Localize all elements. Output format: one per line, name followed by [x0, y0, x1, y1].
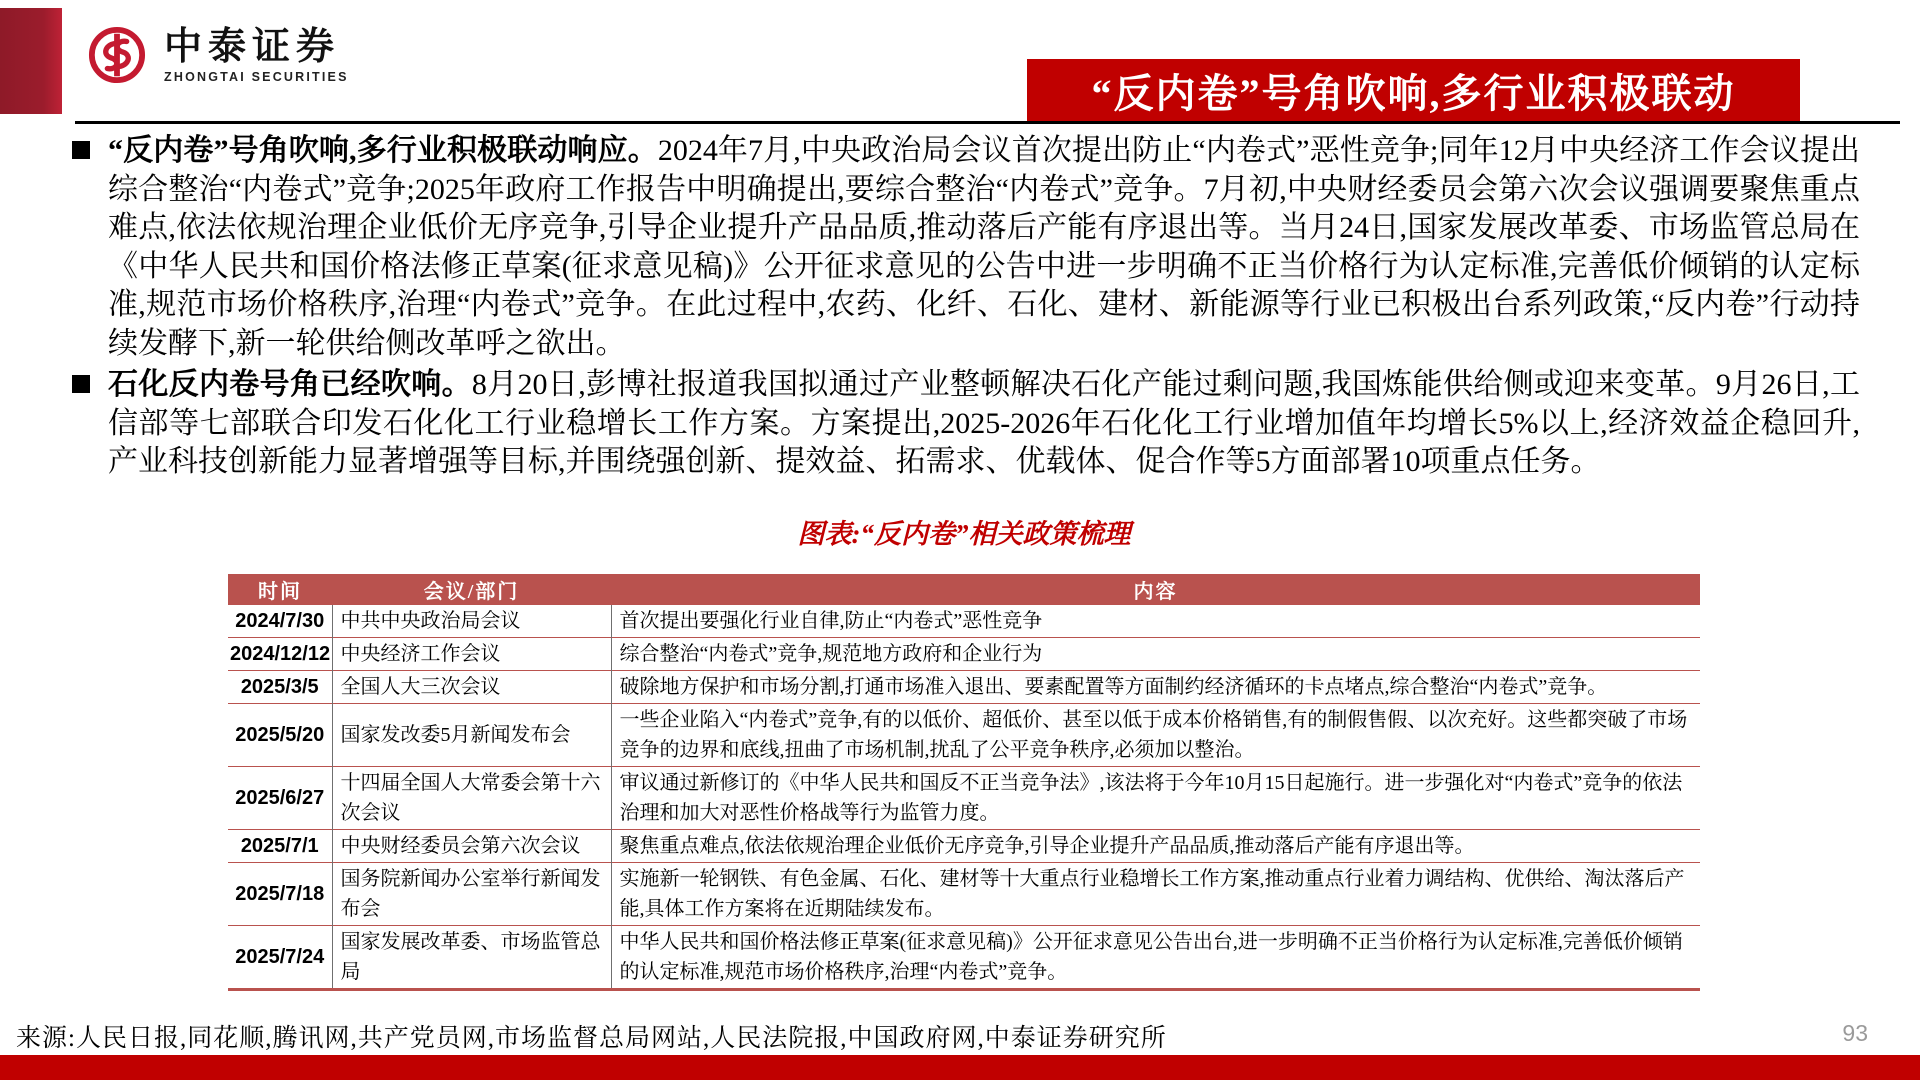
row-content: 实施新一轮钢铁、有色金属、石化、建材等十大重点行业稳增长工作方案,推动重点行业着力调结构、优供给、淘汰落后产能,具体工作方案将在近期陆续发布。 — [611, 863, 1700, 926]
policy-table — [228, 574, 1700, 991]
table-row — [228, 863, 1700, 926]
zhongtai-logo — [88, 26, 349, 84]
table-header-row — [228, 574, 1700, 605]
header-divider — [75, 121, 1900, 124]
logo-text — [164, 26, 349, 84]
col-header-content: 内容 — [611, 574, 1700, 605]
row-date: 2025/7/18 — [228, 863, 332, 926]
page-number: 93 — [1842, 1020, 1868, 1046]
row-org: 国家发展改革委、市场监管总局 — [332, 926, 611, 990]
table-row — [228, 605, 1700, 638]
slide-title: “反内卷”号角吹响,多行业积极联动 — [1091, 70, 1736, 116]
table-row — [228, 638, 1700, 671]
table-row — [228, 926, 1700, 990]
row-date: 2025/7/24 — [228, 926, 332, 990]
bullet-1-text: 2024年7月,中央政治局会议首次提出防止“内卷式”恶性竞争;同年12月中央经济工作会议提出综合整治“内卷式”竞争;2025年政府工作报告中明确提出,要综合整治“内卷式”竞争。7月初,中央财经委员会第六次会议强调要聚焦重点难点,依法依规治理企业低价无序竞争,引导企业提升产品品质,推动落后产能有序退出等。当月24日,国家发展改革委、市场监管总局在《中华人民共和国价格法修正草案(征求意见稿)》公开征求意见的公告中进一步明确不正当价格行为认定标准,完善低价倾销的认定标准,规范市场价格秩序,治理“内卷式”竞争。在此过程中,农药、化纤、石化、建材、新能源等行业已积极出台系列政策,“反内卷”行动持续发酵下,新一轮供给侧改革呼之欲出。 — [108, 134, 1861, 360]
row-org: 中共中央政治局会议 — [332, 605, 611, 638]
row-date: 2025/5/20 — [228, 704, 332, 767]
row-date: 2025/3/5 — [228, 671, 332, 704]
bullet-1-lead: “反内卷”号角吹响,多行业积极联动响应。 — [108, 134, 658, 167]
row-date: 2025/6/27 — [228, 767, 332, 830]
table-row — [228, 767, 1700, 830]
row-org: 国家发改委5月新闻发布会 — [332, 704, 611, 767]
corner-accent-bar — [0, 8, 62, 114]
row-content: 首次提出要强化行业自律,防止“内卷式”恶性竞争 — [611, 605, 1700, 638]
bullet-2-text: 8月20日,彭博社报道我国拟通过产业整顿解决石化产能过剩问题,我国炼能供给侧或迎来变革。9月26日,工信部等七部联合印发石化化工行业稳增长工作方案。方案提出,2025-2026年石化化工行业增加值年均增长5%以上,经济效益企稳回升,产业科技创新能力显著增强等目标,并围绕强创新、提效益、拓需求、优载体、促合作等5方面部署10项重点任务。 — [108, 368, 1861, 478]
bullet-2-lead: 石化反内卷号角已经吹响。 — [108, 368, 472, 401]
row-content: 审议通过新修订的《中华人民共和国反不正当竞争法》,该法将于今年10月15日起施行。进一步强化对“内卷式”竞争的依法治理和加大对恶性价格战等行为监管力度。 — [611, 767, 1700, 830]
logo-name-cn: 中泰证券 — [164, 26, 341, 68]
row-org: 中央财经委员会第六次会议 — [332, 830, 611, 863]
source-note: 来源:人民日报,同花顺,腾讯网,共产党员网,市场监督总局网站,人民法院报,中国政府网,中泰证券研究所 — [16, 1025, 1167, 1052]
table-row — [228, 704, 1700, 767]
row-date: 2024/12/12 — [228, 638, 332, 671]
row-content: 综合整治“内卷式”竞争,规范地方政府和企业行为 — [611, 638, 1700, 671]
row-content: 聚焦重点难点,依法依规治理企业低价无序竞争,引导企业提升产品品质,推动落后产能有序退出等。 — [611, 830, 1700, 863]
row-org: 十四届全国人大常委会第十六次会议 — [332, 767, 611, 830]
row-org: 中央经济工作会议 — [332, 638, 611, 671]
col-header-time: 时间 — [228, 574, 332, 605]
bullet-item-2 — [70, 366, 1860, 482]
table-title: 图表:“反内卷”相关政策梳理 — [797, 519, 1131, 549]
zhongtai-logo-icon — [88, 26, 146, 84]
slide-title-banner — [1027, 59, 1800, 121]
table-row — [228, 830, 1700, 863]
row-content: 中华人民共和国价格法修正草案(征求意见稿)》公开征求意见公告出台,进一步明确不正当价格行为认定标准,完善低价倾销的认定标准,规范市场价格秩序,治理“内卷式”竞争。 — [611, 926, 1700, 990]
row-org: 国务院新闻办公室举行新闻发布会 — [332, 863, 611, 926]
square-bullet-icon — [72, 141, 90, 159]
bullet-item-1 — [70, 132, 1860, 363]
row-date: 2025/7/1 — [228, 830, 332, 863]
row-content: 一些企业陷入“内卷式”竞争,有的以低价、超低价、甚至以低于成本价格销售,有的制假售假、以次充好。这些都突破了市场竞争的边界和底线,扭曲了市场机制,扰乱了公平竞争秩序,必须加以整治。 — [611, 704, 1700, 767]
row-org: 全国人大三次会议 — [332, 671, 611, 704]
bottom-accent-bar — [0, 1055, 1920, 1080]
body-bullets — [70, 132, 1860, 485]
square-bullet-icon — [72, 375, 90, 393]
row-content: 破除地方保护和市场分割,打通市场准入退出、要素配置等方面制约经济循环的卡点堵点,综合整治“内卷式”竞争。 — [611, 671, 1700, 704]
row-date: 2024/7/30 — [228, 605, 332, 638]
col-header-org: 会议/部门 — [332, 574, 611, 605]
table-row — [228, 671, 1700, 704]
logo-name-en: ZHONGTAI SECURITIES — [164, 70, 349, 84]
